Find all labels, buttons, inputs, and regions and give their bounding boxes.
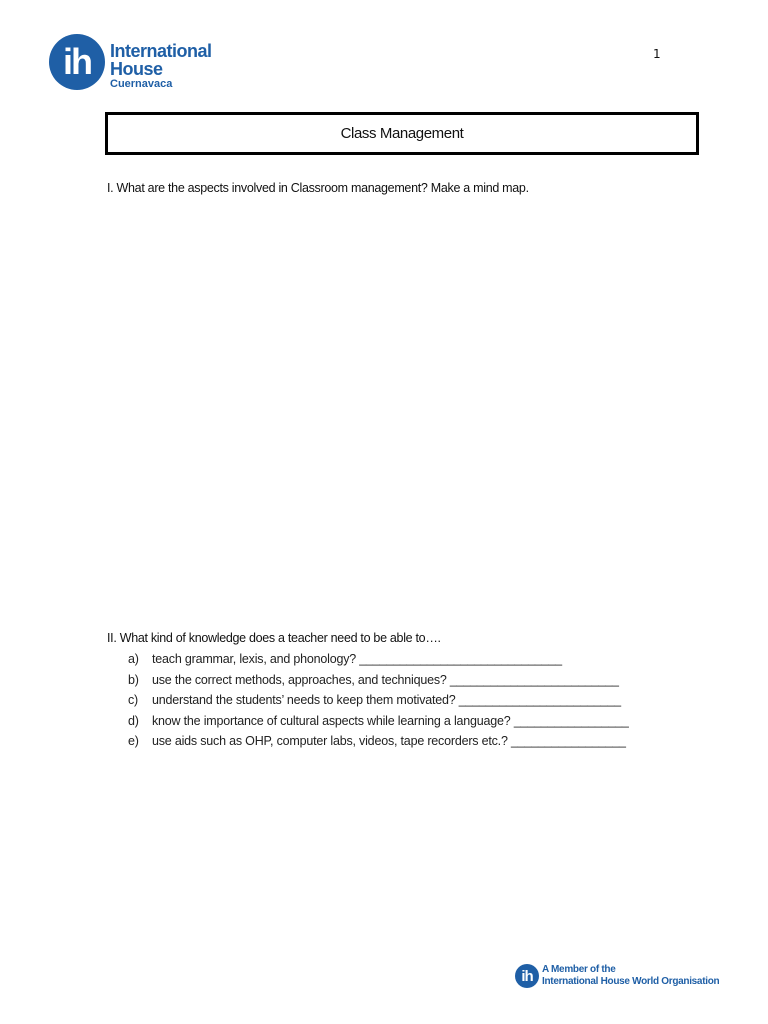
footer-line-organisation: International House World Organisation <box>542 976 720 987</box>
list-item-text: teach grammar, lexis, and phonology? ______________________________ <box>152 652 562 667</box>
title-box <box>105 112 699 155</box>
logo-wordmark <box>110 42 212 90</box>
ih-cuernavaca-logo <box>49 34 212 90</box>
footer-ih-mark: ih <box>515 964 539 988</box>
list-item-text: use aids such as OHP, computer labs, videos, tape recorders etc.? _________________ <box>152 734 626 749</box>
list-item-text: use the correct methods, approaches, and techniques? _________________________ <box>152 672 619 687</box>
list-item-text: understand the students’ needs to keep them motivated? ________________________ <box>152 693 621 708</box>
page-number: 1 <box>653 47 661 61</box>
list-item-letter: d) <box>128 713 139 728</box>
list-item-letter: b) <box>128 672 139 687</box>
list-item <box>128 690 629 711</box>
list-item-text: know the importance of cultural aspects while learning a language? _________________ <box>152 713 629 728</box>
logo-line-house: House <box>110 59 163 79</box>
logo-line-cuernavaca: Cuernavaca <box>110 78 173 90</box>
list-item <box>128 670 629 691</box>
question-2-list <box>128 649 629 752</box>
logo-line-international: International <box>110 41 212 61</box>
ih-logo-mark: ih <box>49 34 105 90</box>
footer-wordmark <box>542 964 719 988</box>
ih-world-organisation-logo <box>515 964 719 988</box>
page-title: Class Management <box>340 125 464 142</box>
list-item-letter: e) <box>128 734 139 749</box>
list-item-letter: c) <box>128 693 139 708</box>
question-2: II. What kind of knowledge does a teacher need to be able to…. <box>107 631 441 645</box>
footer-line-member: A Member of the <box>542 964 616 975</box>
list-item <box>128 711 629 732</box>
list-item <box>128 649 629 670</box>
list-item <box>128 731 629 752</box>
question-1: I. What are the aspects involved in Classroom management? Make a mind map. <box>107 181 529 195</box>
list-item-letter: a) <box>128 652 139 667</box>
